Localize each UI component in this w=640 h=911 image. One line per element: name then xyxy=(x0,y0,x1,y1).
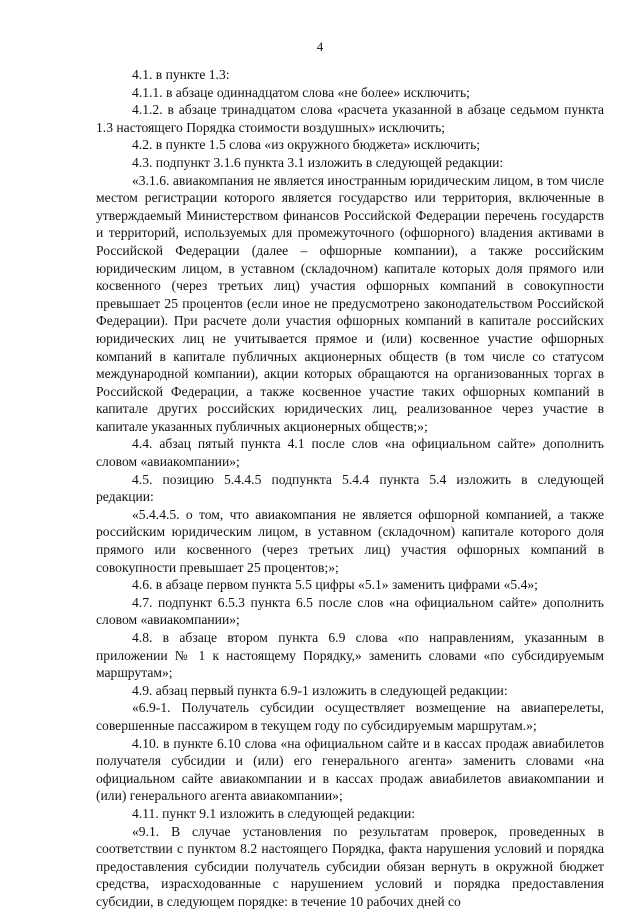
paragraph-4-1: 4.1. в пункте 1.3: xyxy=(132,67,230,82)
paragraph-4-11: 4.11. пункт 9.1 изложить в следующей редакции: xyxy=(132,805,416,821)
paragraph-4-10: 4.10. в пункте 6.10 слова «на официальном сайте и в кассах продаж авиабилетов получателя субсидии и (или) его генерального агента» заменить словами «на официальном сайте авиакомпании и в кассах продаж авиабилетов авиакомпании и (или) генерального агента авиакомпании»; xyxy=(96,735,604,804)
paragraph-4-2: 4.2. в пункте 1.5 слова «из окружного бюджета» исключить; xyxy=(132,137,481,153)
document-body xyxy=(96,66,604,911)
paragraph-4-4: 4.4. абзац пятый пункта 4.1 после слов «на официальном сайте» дополнить словом «авиакомпании»; xyxy=(96,436,604,470)
paragraph-3-1-6-quote: «3.1.6. авиакомпания не является иностранным юридическим лицом, в том числе местом регистрации которого является государство или территория, включенные в утверждаемый Министерством финансов Российской Федерации перечень государств и территорий, используемых для промежуточного (офшорного) владения активами в Российской Федерации (далее – офшорные компании), а также российским юридическим лицом, в уставном (складочном) капитале которых доля прямого или косвенного (через третьих лиц) участия офшорных компаний в совокупности превышает 25 процентов (если иное не предусмотрено законодательством Российской Федерации). При расчете доли участия офшорных компаний в капитале российских юридических лиц не учитывается прямое и (или) косвенное участие офшорных компаний в капитале публичных акционерных обществ (в том числе со статусом международной компании), акции которых обращаются на организованных торгах в Российской Федерации, а также косвенное участие таких офшорных компаний в капитале других российских юридических лиц, реализованное через участие в капитале указанных публичных акционерных обществ;»; xyxy=(96,172,604,434)
paragraph-4-5: 4.5. позицию 5.4.4.5 подпункта 5.4.4 пункта 5.4 изложить в следующей редакции: xyxy=(96,471,604,505)
paragraph-4-1-2: 4.1.2. в абзаце тринадцатом слова «расчета указанной в абзаце седьмом пункта 1.3 настоящего Порядка стоимости воздушных» исключить; xyxy=(96,102,604,135)
page-number: 4 xyxy=(316,39,324,54)
paragraph-4-7: 4.7. подпункт 6.5.3 пункта 6.5 после слов «на официальном сайте» дополнить словом «авиакомпании»; xyxy=(96,594,604,628)
paragraph-5-4-4-5-quote: «5.4.4.5. о том, что авиакомпания не является офшорной компанией, а также российским юридическим лицом, в уставном (складочном) капитале которого доля прямого или косвенного (через третьих лиц) участия офшорных компаний в совокупности превышает 25 процентов;»; xyxy=(96,506,604,575)
paragraph-4-8: 4.8. в абзаце втором пункта 6.9 слова «по направлениям, указанным в приложении № 1 к настоящему Порядку,» заменить словами «по субсидируемым маршрутам»; xyxy=(96,630,604,681)
paragraph-4-9: 4.9. абзац первый пункта 6.9-1 изложить в следующей редакции: xyxy=(132,682,508,698)
paragraph-4-1-1: 4.1.1. в абзаце одиннадцатом слова «не более» исключить; xyxy=(132,84,470,100)
paragraph-6-9-1-quote: «6.9-1. Получатель субсидии осуществляет возмещение на авиаперелеты, совершенные пассажиром в текущем году по субсидируемым маршрутам.»; xyxy=(96,700,604,733)
paragraph-4-3: 4.3. подпункт 3.1.6 пункта 3.1 изложить в следующей редакции: xyxy=(132,154,504,170)
paragraph-4-6: 4.6. в абзаце первом пункта 5.5 цифры «5.1» заменить цифрами «5.4»; xyxy=(132,577,538,593)
paragraph-9-1-quote: «9.1. В случае установления по результатам проверок, проведенных в соответствии с пунктом 8.2 настоящего Порядка, факта нарушения условий и порядка предоставления субсидии получатель субсидии обязан вернуть в окружной бюджет средства, израсходованные с нарушением условий и порядка предоставления субсидии, в следующем порядке: в течение 10 рабочих дней со xyxy=(96,823,604,909)
